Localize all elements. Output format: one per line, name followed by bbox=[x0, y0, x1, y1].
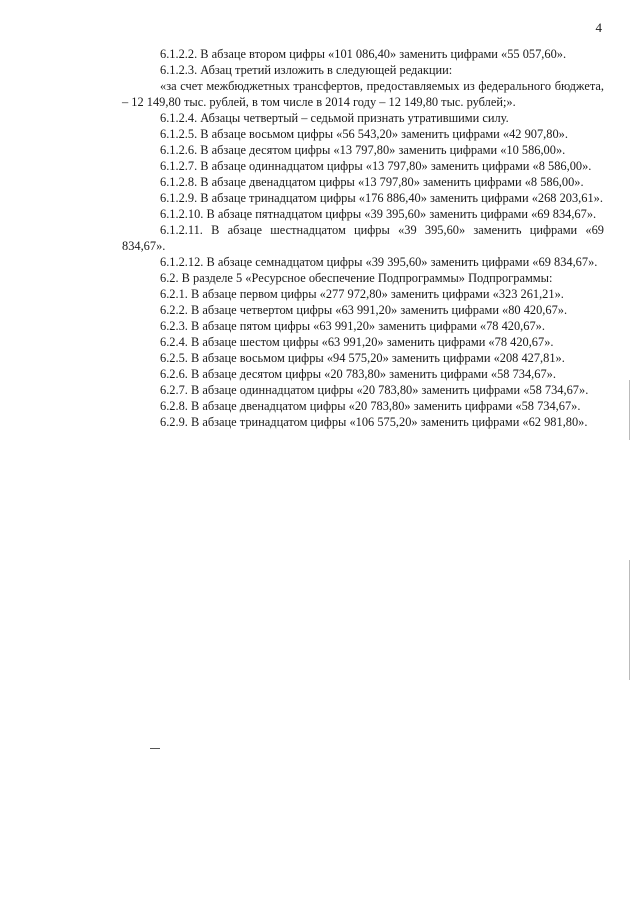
paragraph-6-1-2-10: 6.1.2.10. В абзаце пятнадцатом цифры «39 395,60» заменить цифрами «69 834,67». bbox=[160, 207, 597, 221]
paragraph-6-2-4: 6.2.4. В абзаце шестом цифры «63 991,20» заменить цифрами «78 420,67». bbox=[160, 335, 554, 349]
paragraph-6-2-3: 6.2.3. В абзаце пятом цифры «63 991,20» заменить цифрами «78 420,67». bbox=[160, 319, 545, 333]
paragraph-6-2: 6.2. В разделе 5 «Ресурсное обеспечение Подпрограммы» Подпрограммы: bbox=[160, 271, 553, 285]
paragraph-6-2-8: 6.2.8. В абзаце двенадцатом цифры «20 783,80» заменить цифрами «58 734,67». bbox=[160, 399, 581, 413]
paragraph-6-2-6: 6.2.6. В абзаце десятом цифры «20 783,80» заменить цифрами «58 734,67». bbox=[160, 367, 556, 381]
document-body bbox=[122, 46, 604, 430]
scan-edge-mark bbox=[629, 380, 630, 440]
paragraph-6-2-5: 6.2.5. В абзаце восьмом цифры «94 575,20» заменить цифрами «208 427,81». bbox=[160, 351, 565, 365]
paragraph-6-1-2-9: 6.1.2.9. В абзаце тринадцатом цифры «176 886,40» заменить цифрами «268 203,61». bbox=[160, 191, 603, 205]
footer-dash bbox=[150, 748, 160, 749]
paragraph-6-1-2-8: 6.1.2.8. В абзаце двенадцатом цифры «13 797,80» заменить цифрами «8 586,00». bbox=[160, 175, 584, 189]
paragraph-6-1-2-7: 6.1.2.7. В абзаце одиннадцатом цифры «13 797,80» заменить цифрами «8 586,00». bbox=[160, 159, 592, 173]
paragraph-6-1-2-11: 6.1.2.11. В абзаце шестнадцатом цифры «39 395,60» заменить цифрами «69 834,67». bbox=[122, 223, 604, 253]
page-number: 4 bbox=[595, 20, 602, 35]
paragraph-6-2-1: 6.2.1. В абзаце первом цифры «277 972,80» заменить цифрами «323 261,21». bbox=[160, 287, 564, 301]
paragraph-6-1-2-2: 6.1.2.2. В абзаце втором цифры «101 086,40» заменить цифрами «55 057,60». bbox=[160, 47, 567, 61]
paragraph-6-2-9: 6.2.9. В абзаце тринадцатом цифры «106 575,20» заменить цифрами «62 981,80». bbox=[160, 415, 588, 429]
paragraph-6-1-2-6: 6.1.2.6. В абзаце десятом цифры «13 797,80» заменить цифрами «10 586,00». bbox=[160, 143, 566, 157]
scan-edge-mark bbox=[629, 560, 630, 680]
paragraph-6-1-2-3: 6.1.2.3. Абзац третий изложить в следующей редакции: bbox=[160, 63, 453, 77]
paragraph-6-2-7: 6.2.7. В абзаце одиннадцатом цифры «20 783,80» заменить цифрами «58 734,67». bbox=[160, 383, 589, 397]
paragraph-6-1-2-4: 6.1.2.4. Абзацы четвертый – седьмой признать утратившими силу. bbox=[160, 111, 509, 125]
paragraph-6-1-2-5: 6.1.2.5. В абзаце восьмом цифры «56 543,20» заменить цифрами «42 907,80». bbox=[160, 127, 568, 141]
paragraph-6-2-2: 6.2.2. В абзаце четвертом цифры «63 991,20» заменить цифрами «80 420,67». bbox=[160, 303, 568, 317]
paragraph-6-1-2-12: 6.1.2.12. В абзаце семнадцатом цифры «39 395,60» заменить цифрами «69 834,67». bbox=[160, 255, 598, 269]
paragraph-quote: «за счет межбюджетных трансфертов, предоставляемых из федерального бюджета, – 12 149,80 тыс. рублей, в том числе в 2014 году – 12 149,80 тыс. рублей;». bbox=[122, 79, 604, 109]
